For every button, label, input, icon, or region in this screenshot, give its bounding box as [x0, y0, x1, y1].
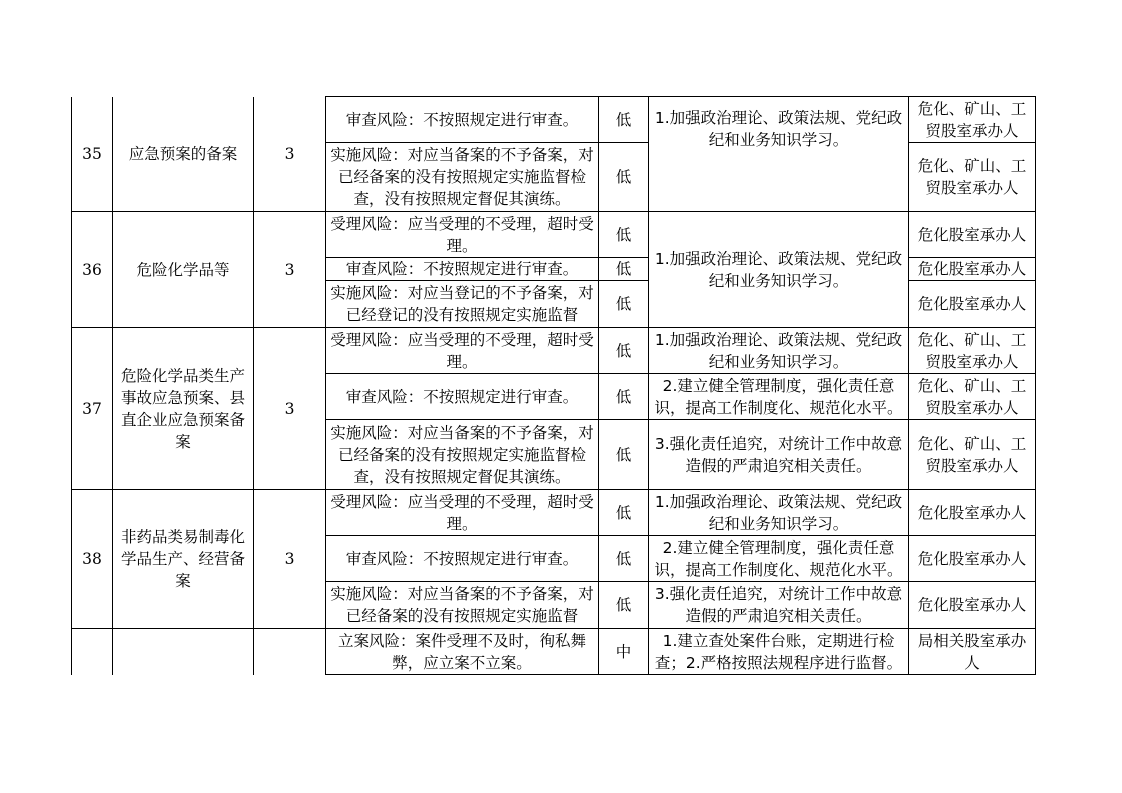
table-row — [72, 490, 1036, 536]
risk-description: 受理风险：应当受理的不受理，超时受理。 — [326, 490, 599, 536]
prevention-measure: 1.加强政治理论、政策法规、党纪政纪和业务知识学习。 — [649, 212, 909, 328]
item-number: 37 — [72, 328, 113, 490]
item-count: 3 — [254, 328, 326, 490]
risk-level: 中 — [599, 629, 649, 675]
risk-description: 实施风险：对应当备案的不予备案，对已经备案的没有按照规定实施监督检查，没有按照规定督促其演练。 — [326, 143, 599, 212]
item-name — [113, 629, 254, 675]
item-number: 35 — [72, 97, 113, 212]
item-number: 36 — [72, 212, 113, 328]
prevention-measure: 1.加强政治理论、政策法规、党纪政纪和业务知识学习。 — [649, 97, 909, 212]
risk-description: 审查风险：不按照规定进行审查。 — [326, 536, 599, 582]
responsible-dept: 危化股室承办人 — [909, 536, 1036, 582]
responsible-dept: 危化、矿山、工贸股室承办人 — [909, 328, 1036, 374]
risk-description: 受理风险：应当受理的不受理，超时受理。 — [326, 328, 599, 374]
prevention-measure: 1.加强政治理论、政策法规、党纪政纪和业务知识学习。 — [649, 490, 909, 536]
risk-level: 低 — [599, 420, 649, 490]
risk-level: 低 — [599, 258, 649, 281]
risk-level: 低 — [599, 490, 649, 536]
risk-description: 审查风险：不按照规定进行审查。 — [326, 97, 599, 143]
prevention-measure: 1.加强政治理论、政策法规、党纪政纪和业务知识学习。 — [649, 328, 909, 374]
item-name: 非药品类易制毒化学品生产、经营备案 — [113, 490, 254, 629]
responsible-dept: 危化、矿山、工贸股室承办人 — [909, 420, 1036, 490]
risk-level: 低 — [599, 536, 649, 582]
item-name: 危险化学品等 — [113, 212, 254, 328]
risk-description: 受理风险：应当受理的不受理，超时受理。 — [326, 212, 599, 258]
risk-description: 实施风险：对应当备案的不予备案，对已经备案的没有按照规定实施监督检查，没有按照规定督促其演练。 — [326, 420, 599, 490]
prevention-measure: 3.强化责任追究，对统计工作中故意造假的严肃追究相关责任。 — [649, 420, 909, 490]
table-row — [72, 212, 1036, 258]
prevention-measure: 1.建立查处案件台账，定期进行检查；2.严格按照法规程序进行监督。 — [649, 629, 909, 675]
responsible-dept: 危化、矿山、工贸股室承办人 — [909, 97, 1036, 143]
risk-description: 实施风险：对应当登记的不予备案，对已经登记的没有按照规定实施监督 — [326, 281, 599, 328]
risk-description: 审查风险：不按照规定进行审查。 — [326, 374, 599, 420]
item-name: 应急预案的备案 — [113, 97, 254, 212]
responsible-dept: 危化股室承办人 — [909, 212, 1036, 258]
item-number — [72, 629, 113, 675]
risk-level: 低 — [599, 328, 649, 374]
risk-description: 实施风险：对应当备案的不予备案，对已经备案的没有按照规定实施监督 — [326, 582, 599, 629]
item-count — [254, 629, 326, 675]
responsible-dept: 危化、矿山、工贸股室承办人 — [909, 143, 1036, 212]
risk-level: 低 — [599, 582, 649, 629]
item-name: 危险化学品类生产事故应急预案、县直企业应急预案备案 — [113, 328, 254, 490]
table-row — [72, 328, 1036, 374]
prevention-measure: 2.建立健全管理制度，强化责任意识，提高工作制度化、规范化水平。 — [649, 374, 909, 420]
risk-level: 低 — [599, 374, 649, 420]
item-count: 3 — [254, 490, 326, 629]
risk-level: 低 — [599, 143, 649, 212]
table-row — [72, 97, 1036, 143]
responsible-dept: 危化股室承办人 — [909, 490, 1036, 536]
responsible-dept: 危化股室承办人 — [909, 281, 1036, 328]
responsible-dept: 局相关股室承办人 — [909, 629, 1036, 675]
responsible-dept: 危化股室承办人 — [909, 582, 1036, 629]
risk-table — [71, 96, 1036, 675]
responsible-dept: 危化、矿山、工贸股室承办人 — [909, 374, 1036, 420]
responsible-dept: 危化股室承办人 — [909, 258, 1036, 281]
risk-description: 审查风险：不按照规定进行审查。 — [326, 258, 599, 281]
risk-level: 低 — [599, 212, 649, 258]
risk-description: 立案风险：案件受理不及时，徇私舞弊，应立案不立案。 — [326, 629, 599, 675]
risk-level: 低 — [599, 281, 649, 328]
risk-level: 低 — [599, 97, 649, 143]
item-number: 38 — [72, 490, 113, 629]
prevention-measure: 2.建立健全管理制度，强化责任意识，提高工作制度化、规范化水平。 — [649, 536, 909, 582]
table-row — [72, 629, 1036, 675]
item-count: 3 — [254, 212, 326, 328]
item-count: 3 — [254, 97, 326, 212]
prevention-measure: 3.强化责任追究，对统计工作中故意造假的严肃追究相关责任。 — [649, 582, 909, 629]
